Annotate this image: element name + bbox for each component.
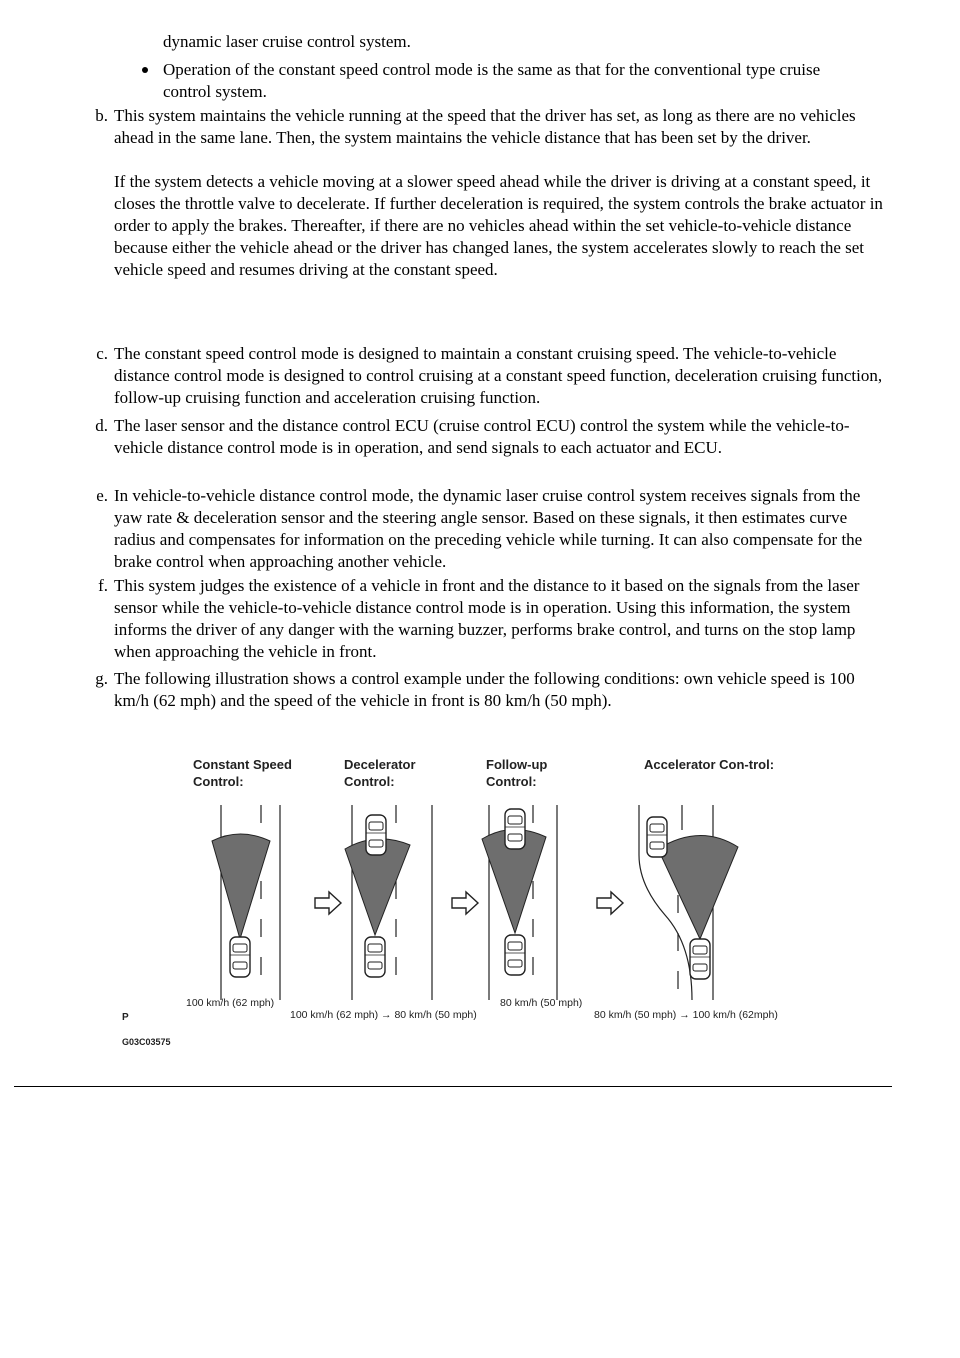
vehicle-ahead	[647, 817, 667, 857]
vehicle-ahead	[366, 815, 386, 855]
bullet-item	[142, 59, 872, 103]
speed-caption: 80 km/h (50 mph)	[500, 997, 583, 1009]
list-marker: e.	[96, 486, 108, 505]
corner-letter: P	[122, 1012, 129, 1023]
paragraph: If the system detects a vehicle moving at a slower speed ahead while the driver is driving at a constant speed, it closes the throttle valve to decelerate. If further deceleration is required, the system controls the brake actuator in order to apply the brakes. Thereafter, if there are no vehicles ahead within the set vehicle-to-vehicle distance because either the vehicle ahead or the driver has changed lanes, the system accelerates slowly to reach the set vehicle speed and resumes driving at the constant speed.	[114, 172, 883, 279]
panel-accelerator	[639, 805, 738, 1000]
continuation-line: dynamic laser cruise control system.	[163, 32, 411, 51]
panel-follow-up	[482, 805, 557, 1000]
list-marker: f.	[98, 576, 108, 595]
figure-code: G03C03575	[122, 1037, 171, 1047]
list-item-body	[114, 485, 888, 573]
laser-beam	[658, 835, 738, 939]
footer-rule	[14, 1086, 892, 1087]
list-item-e	[78, 485, 888, 573]
panel-title: Accelerator Con-trol:	[644, 757, 775, 772]
own-vehicle	[505, 935, 525, 975]
list-item-c	[78, 343, 888, 409]
speed-caption: 100 km/h (62 mph) → 80 km/h (50 mph)	[290, 1009, 477, 1021]
list-item-body	[114, 343, 888, 409]
own-vehicle	[365, 937, 385, 977]
bullet-text: Operation of the constant speed control mode is the same as that for the conventional type cruise control system.	[163, 60, 821, 101]
list-item-f	[78, 575, 888, 663]
list-item-body	[114, 575, 888, 663]
speed-caption: 100 km/h (62 mph)	[186, 997, 275, 1009]
panel-title: Constant Speed Control:	[193, 757, 292, 789]
arrow-right-icon	[315, 892, 341, 914]
control-example-illustration	[120, 745, 800, 1050]
arrow-right-icon	[452, 892, 478, 914]
list-marker: c.	[96, 344, 108, 363]
list-item-d	[78, 415, 888, 459]
list-marker: g.	[95, 669, 108, 688]
panel-constant-speed	[212, 805, 280, 1000]
paragraph: The constant speed control mode is designed to maintain a constant cruising speed. The vehicle-to-vehicle distance control mode is designed to control cruising at a constant speed function, deceleration cruising function, follow-up cruising function and acceleration cruising function.	[114, 344, 883, 407]
list-item-body	[114, 415, 888, 459]
list-marker: d.	[95, 416, 108, 435]
paragraph: The laser sensor and the distance control ECU (cruise control ECU) control the system while the vehicle-to-vehicle distance control mode is in operation, and send signals to each actuator and ECU.	[114, 416, 850, 457]
list-marker: b.	[95, 106, 108, 125]
list-item-body	[114, 105, 888, 281]
speed-caption: 80 km/h (50 mph) → 100 km/h (62mph)	[594, 1009, 778, 1021]
panel-decelerator	[345, 805, 432, 1000]
own-vehicle	[690, 939, 710, 979]
panel-title: Follow-up Control:	[486, 757, 548, 789]
paragraph: This system judges the existence of a vehicle in front and the distance to it based on the signals from the laser sensor while the vehicle-to-vehicle distance control mode is in operation. Using this information, the system informs the driver of any danger with the warning buzzer, performs brake control, and turns on the stop lamp when approaching the vehicle in front.	[114, 576, 860, 661]
list-item-b	[78, 105, 888, 281]
panel-title: Decelerator Control:	[344, 757, 416, 789]
paragraph: The following illustration shows a control example under the following conditions: own vehicle speed is 100 km/h (62 mph) and the speed of the vehicle in front is 80 km/h (50 mph).	[114, 669, 855, 710]
list-item-body	[114, 668, 888, 712]
bullet-dot-icon	[142, 67, 148, 73]
paragraph: This system maintains the vehicle running at the speed that the driver has set, as long as there are no vehicles ahead in the same lane. Then, the system maintains the vehicle distance that has been set by the driver.	[114, 106, 856, 147]
list-item-g	[78, 668, 888, 712]
paragraph: In vehicle-to-vehicle distance control mode, the dynamic laser cruise control system receives signals from the yaw rate & deceleration sensor and the steering angle sensor. Based on these signals, it then estimates curve radius and compensates for information on the preceding vehicle while turning. It can also compensate for the brake control when approaching another vehicle.	[114, 486, 863, 571]
arrow-right-icon	[597, 892, 623, 914]
vehicle-ahead	[505, 809, 525, 849]
own-vehicle	[230, 937, 250, 977]
